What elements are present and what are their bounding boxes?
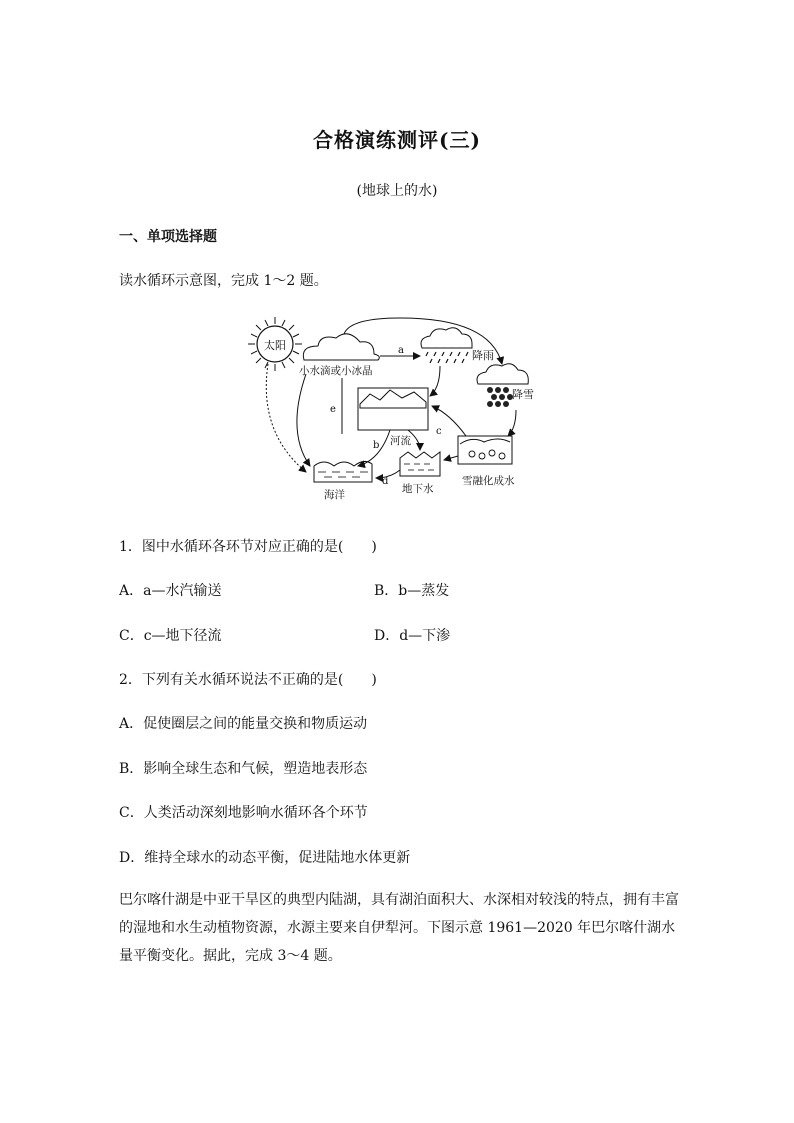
cloud-icon — [303, 334, 379, 360]
question-1-option-b[interactable]: B．b—蒸发 — [374, 583, 450, 599]
snowmelt-label: 雪融化成水 — [462, 475, 515, 487]
arrow-cloud-to-ocean — [297, 374, 310, 466]
arrow-snow-to-snowmelt — [508, 410, 516, 436]
arrow-label-c: c — [436, 426, 442, 437]
question-1-option-d[interactable]: D．d—下渗 — [374, 628, 451, 644]
groundwater-label: 地下水 — [402, 483, 434, 495]
snow-label: 降雪 — [512, 388, 534, 401]
mountain-land-icon — [358, 388, 428, 430]
arrow-sun-to-ocean — [266, 364, 306, 472]
question-1-option-a[interactable]: A．a—水汽输送 — [119, 583, 222, 599]
page-subtitle: (地球上的水) — [356, 183, 438, 199]
question-1-option-c[interactable]: C．c—地下径流 — [119, 628, 222, 644]
arrow-label-b: b — [373, 440, 380, 451]
groundwater-icon — [400, 452, 440, 476]
cloud-label: 小水滴或小冰晶 — [299, 365, 373, 377]
page-title: 合格演练测评(三) — [313, 128, 481, 152]
question-2-option-b[interactable]: B．影响全球生态和气候，塑造地表形态 — [119, 761, 368, 777]
question-2-option-c[interactable]: C．人类活动深刻地影响水循环各个环节 — [119, 805, 368, 821]
arrow-label-d: d — [382, 476, 389, 487]
sun-label: 太阳 — [264, 339, 286, 352]
water-cycle-diagram — [240, 312, 540, 508]
snowmelt-icon — [458, 436, 512, 464]
passage-text: 巴尔喀什湖是中亚干旱区的典型内陆湖，具有湖泊面积大、水深相对较浅的特点，拥有丰富的湿地和水生动植物资源，水源主要来自伊犁河。下图示意 1961—2020 年巴尔喀什湖水量平衡变化。据此，完成 3～4 题。 — [119, 892, 679, 964]
rain-label: 降雨 — [472, 349, 494, 362]
ocean-label: 海洋 — [324, 489, 345, 501]
arrow-snowmelt-to-groundwater — [444, 456, 458, 460]
rain-cloud-icon — [421, 328, 472, 363]
arrow-rain-to-mountain — [430, 366, 440, 396]
section-heading: 一、单项选择题 — [119, 229, 217, 245]
question-2-option-d[interactable]: D．维持全球水的动态平衡，促进陆地水体更新 — [119, 850, 411, 866]
arrow-label-e: e — [330, 404, 336, 415]
arrow-label-a: a — [398, 345, 404, 356]
question-2-option-a[interactable]: A．促使圈层之间的能量交换和物质运动 — [119, 716, 368, 732]
question-2-stem: 2．下列有关水循环说法不正确的是( ) — [119, 672, 377, 688]
river-label: 河流 — [390, 435, 411, 447]
question-1-stem: 1．图中水循环各环节对应正确的是( ) — [119, 539, 377, 555]
section-intro: 读水循环示意图，完成 1～2 题。 — [119, 273, 328, 289]
